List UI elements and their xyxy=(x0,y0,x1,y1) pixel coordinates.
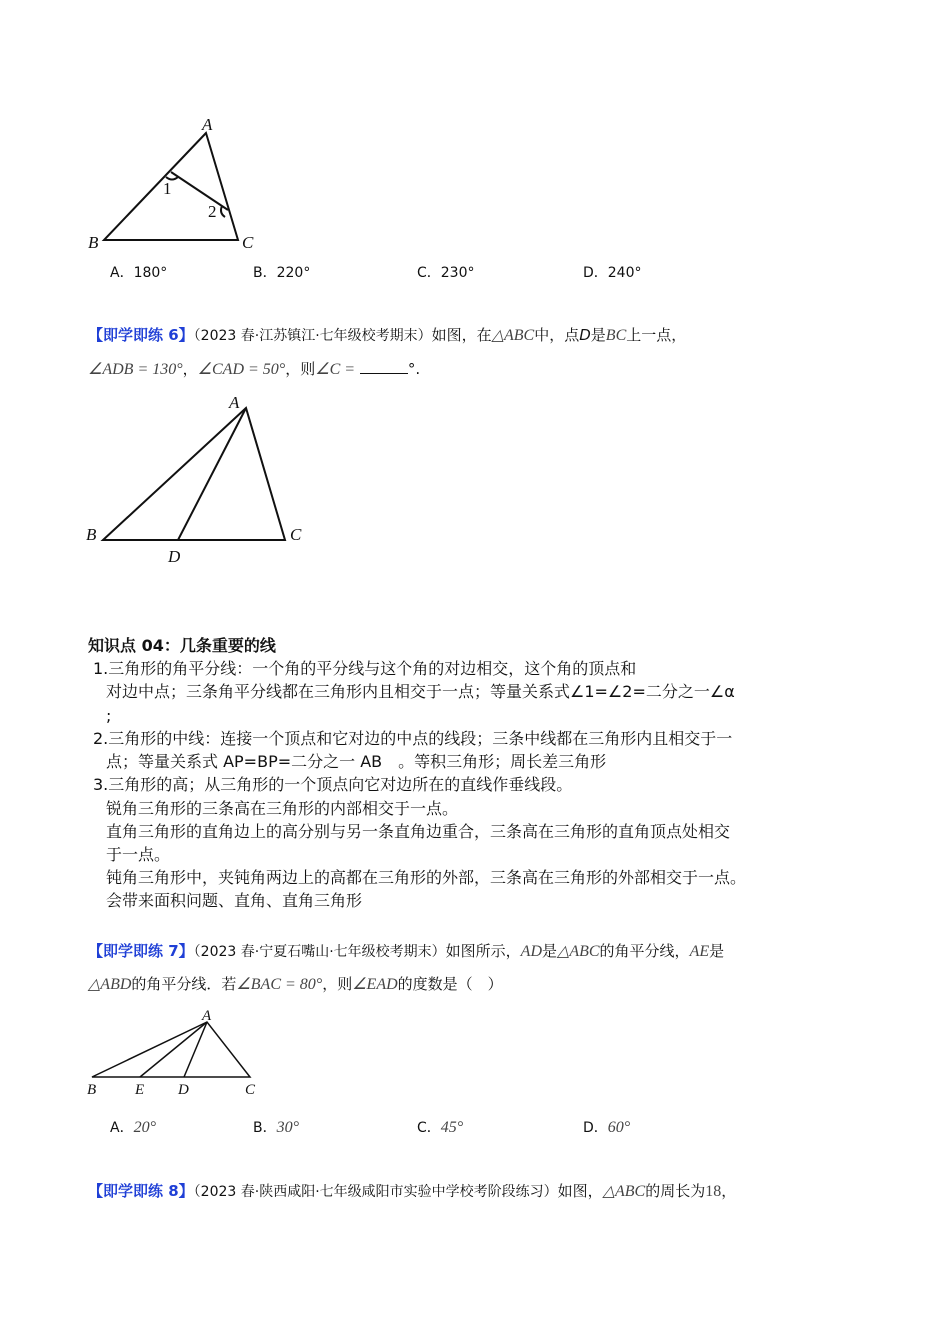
text: 的角平分线．若 xyxy=(131,975,237,993)
text: 如图所示， xyxy=(445,942,521,960)
text: ， xyxy=(721,1182,737,1200)
question-source: （2023 春·陕西咸阳·七年级咸阳市实验中学校考阶段练习） xyxy=(193,1184,558,1200)
knowledge-line: ; xyxy=(106,706,112,725)
option-b[interactable]: B．220° xyxy=(253,265,311,281)
knowledge-line: 钝角三角形中，夹钝角两边上的高都在三角形的外部，三条高在三角形的外部相交于一点。 xyxy=(106,868,747,887)
math: AE xyxy=(689,943,710,960)
math: ∠CAD = 50° xyxy=(197,361,286,378)
label-C: C xyxy=(242,233,254,252)
label-A: A xyxy=(202,1008,212,1024)
option-letter: D． xyxy=(583,1120,608,1136)
knowledge-line: 会带来面积问题、直角、直角三角形 xyxy=(106,891,363,910)
label-angle-1: 1 xyxy=(163,179,172,198)
option-d[interactable] xyxy=(583,1117,630,1137)
option-letter: A． xyxy=(110,1120,134,1136)
math: △ABD xyxy=(88,976,132,993)
text: ，则 xyxy=(322,975,353,993)
text: °. xyxy=(407,360,421,378)
math: D xyxy=(579,326,591,344)
knowledge-line: 点；等量关系式 AP=BP=二分之一 AB 。等积三角形；周长差三角形 xyxy=(106,752,607,771)
label-B: B xyxy=(86,525,97,544)
figure-triangle-abd xyxy=(103,408,285,540)
text: 如图， xyxy=(557,1182,603,1200)
label-A: A xyxy=(202,115,213,134)
knowledge-line: 锐角三角形的三条高在三角形的内部相交于一点。 xyxy=(106,799,459,818)
math: BC xyxy=(605,327,627,344)
question-tag: 【即学即练 7】 xyxy=(88,942,194,960)
question-7-line-2 xyxy=(88,973,503,994)
question-7-line-1 xyxy=(88,940,724,961)
knowledge-line: 1.三角形的角平分线：一个角的平分线与这个角的对边相交，这个角的顶点和 xyxy=(93,659,637,678)
knowledge-line: 于一点。 xyxy=(106,845,171,864)
label-A: A xyxy=(229,393,240,412)
text: ， xyxy=(182,360,198,378)
knowledge-line: 对边中点；三条角平分线都在三角形内且相交于一点；等量关系式∠1=∠2=二分之一∠α xyxy=(106,682,735,701)
question-tag: 【即学即练 6】 xyxy=(88,326,194,344)
label-D: D xyxy=(178,1082,189,1098)
text: 的周长为 xyxy=(645,1182,706,1200)
knowledge-line: 直角三角形的直角边上的高分别与另一条直角边重合，三条高在三角形的直角顶点处相交 xyxy=(106,822,731,841)
option-value: 30° xyxy=(276,1119,300,1136)
label-C: C xyxy=(290,525,302,544)
question-6-line-1 xyxy=(88,324,686,345)
math: ∠EAD xyxy=(352,976,398,993)
label-C: C xyxy=(245,1082,256,1098)
label-D: D xyxy=(168,547,181,566)
label-angle-2: 2 xyxy=(208,202,217,221)
knowledge-title: 知识点 04：几条重要的线 xyxy=(88,636,276,655)
math: ∠C = xyxy=(315,361,356,378)
question-6-line-2 xyxy=(88,358,420,379)
text: 是 xyxy=(709,942,725,960)
math: △ABC xyxy=(557,943,600,960)
option-letter: C． xyxy=(417,1120,441,1136)
option-c[interactable] xyxy=(417,1117,463,1137)
math: ∠ADB = 130° xyxy=(88,361,183,378)
math: △ABC xyxy=(602,1183,646,1200)
option-value: 45° xyxy=(440,1119,464,1136)
knowledge-line: 2.三角形的中线：连接一个顶点和它对边的中点的线段；三条中线都在三角形内且相交于一 xyxy=(93,729,733,748)
option-c[interactable]: C．230° xyxy=(417,265,475,281)
option-a[interactable]: A．180° xyxy=(110,265,168,281)
label-B: B xyxy=(88,233,99,252)
question-8-line-1 xyxy=(88,1180,736,1201)
question-source: （2023 春·江苏镇江·七年级校考期末） xyxy=(193,328,432,344)
option-value: 20° xyxy=(133,1119,156,1136)
math: AD xyxy=(520,943,542,960)
option-a[interactable] xyxy=(110,1117,156,1137)
math: △ABC xyxy=(491,327,535,344)
text: 如图，在 xyxy=(431,326,492,344)
label-B: B xyxy=(87,1082,97,1098)
option-value: 60° xyxy=(607,1119,631,1136)
figure-triangle-bisectors xyxy=(92,1022,250,1077)
option-letter: B． xyxy=(253,1120,277,1136)
text: 的度数是（ ） xyxy=(397,975,503,993)
question-source: （2023 春·宁夏石嘴山·七年级校考期末） xyxy=(193,944,446,960)
text: ，则 xyxy=(285,360,316,378)
option-d[interactable]: D．240° xyxy=(583,265,642,281)
option-b[interactable] xyxy=(253,1117,299,1137)
text: 上一点， xyxy=(626,326,687,344)
text: 是 xyxy=(542,942,558,960)
text: 是 xyxy=(590,326,606,344)
text: 中，点 xyxy=(534,326,580,344)
knowledge-line: 3.三角形的高；从三角形的一个顶点向它对边所在的直线作垂线段。 xyxy=(93,775,573,794)
text: 的角平分线， xyxy=(599,942,690,960)
math: 18 xyxy=(705,1183,722,1200)
answer-blank[interactable] xyxy=(360,359,408,374)
label-E: E xyxy=(135,1082,145,1098)
math: ∠BAC = 80° xyxy=(236,976,323,993)
question-tag: 【即学即练 8】 xyxy=(88,1182,194,1200)
